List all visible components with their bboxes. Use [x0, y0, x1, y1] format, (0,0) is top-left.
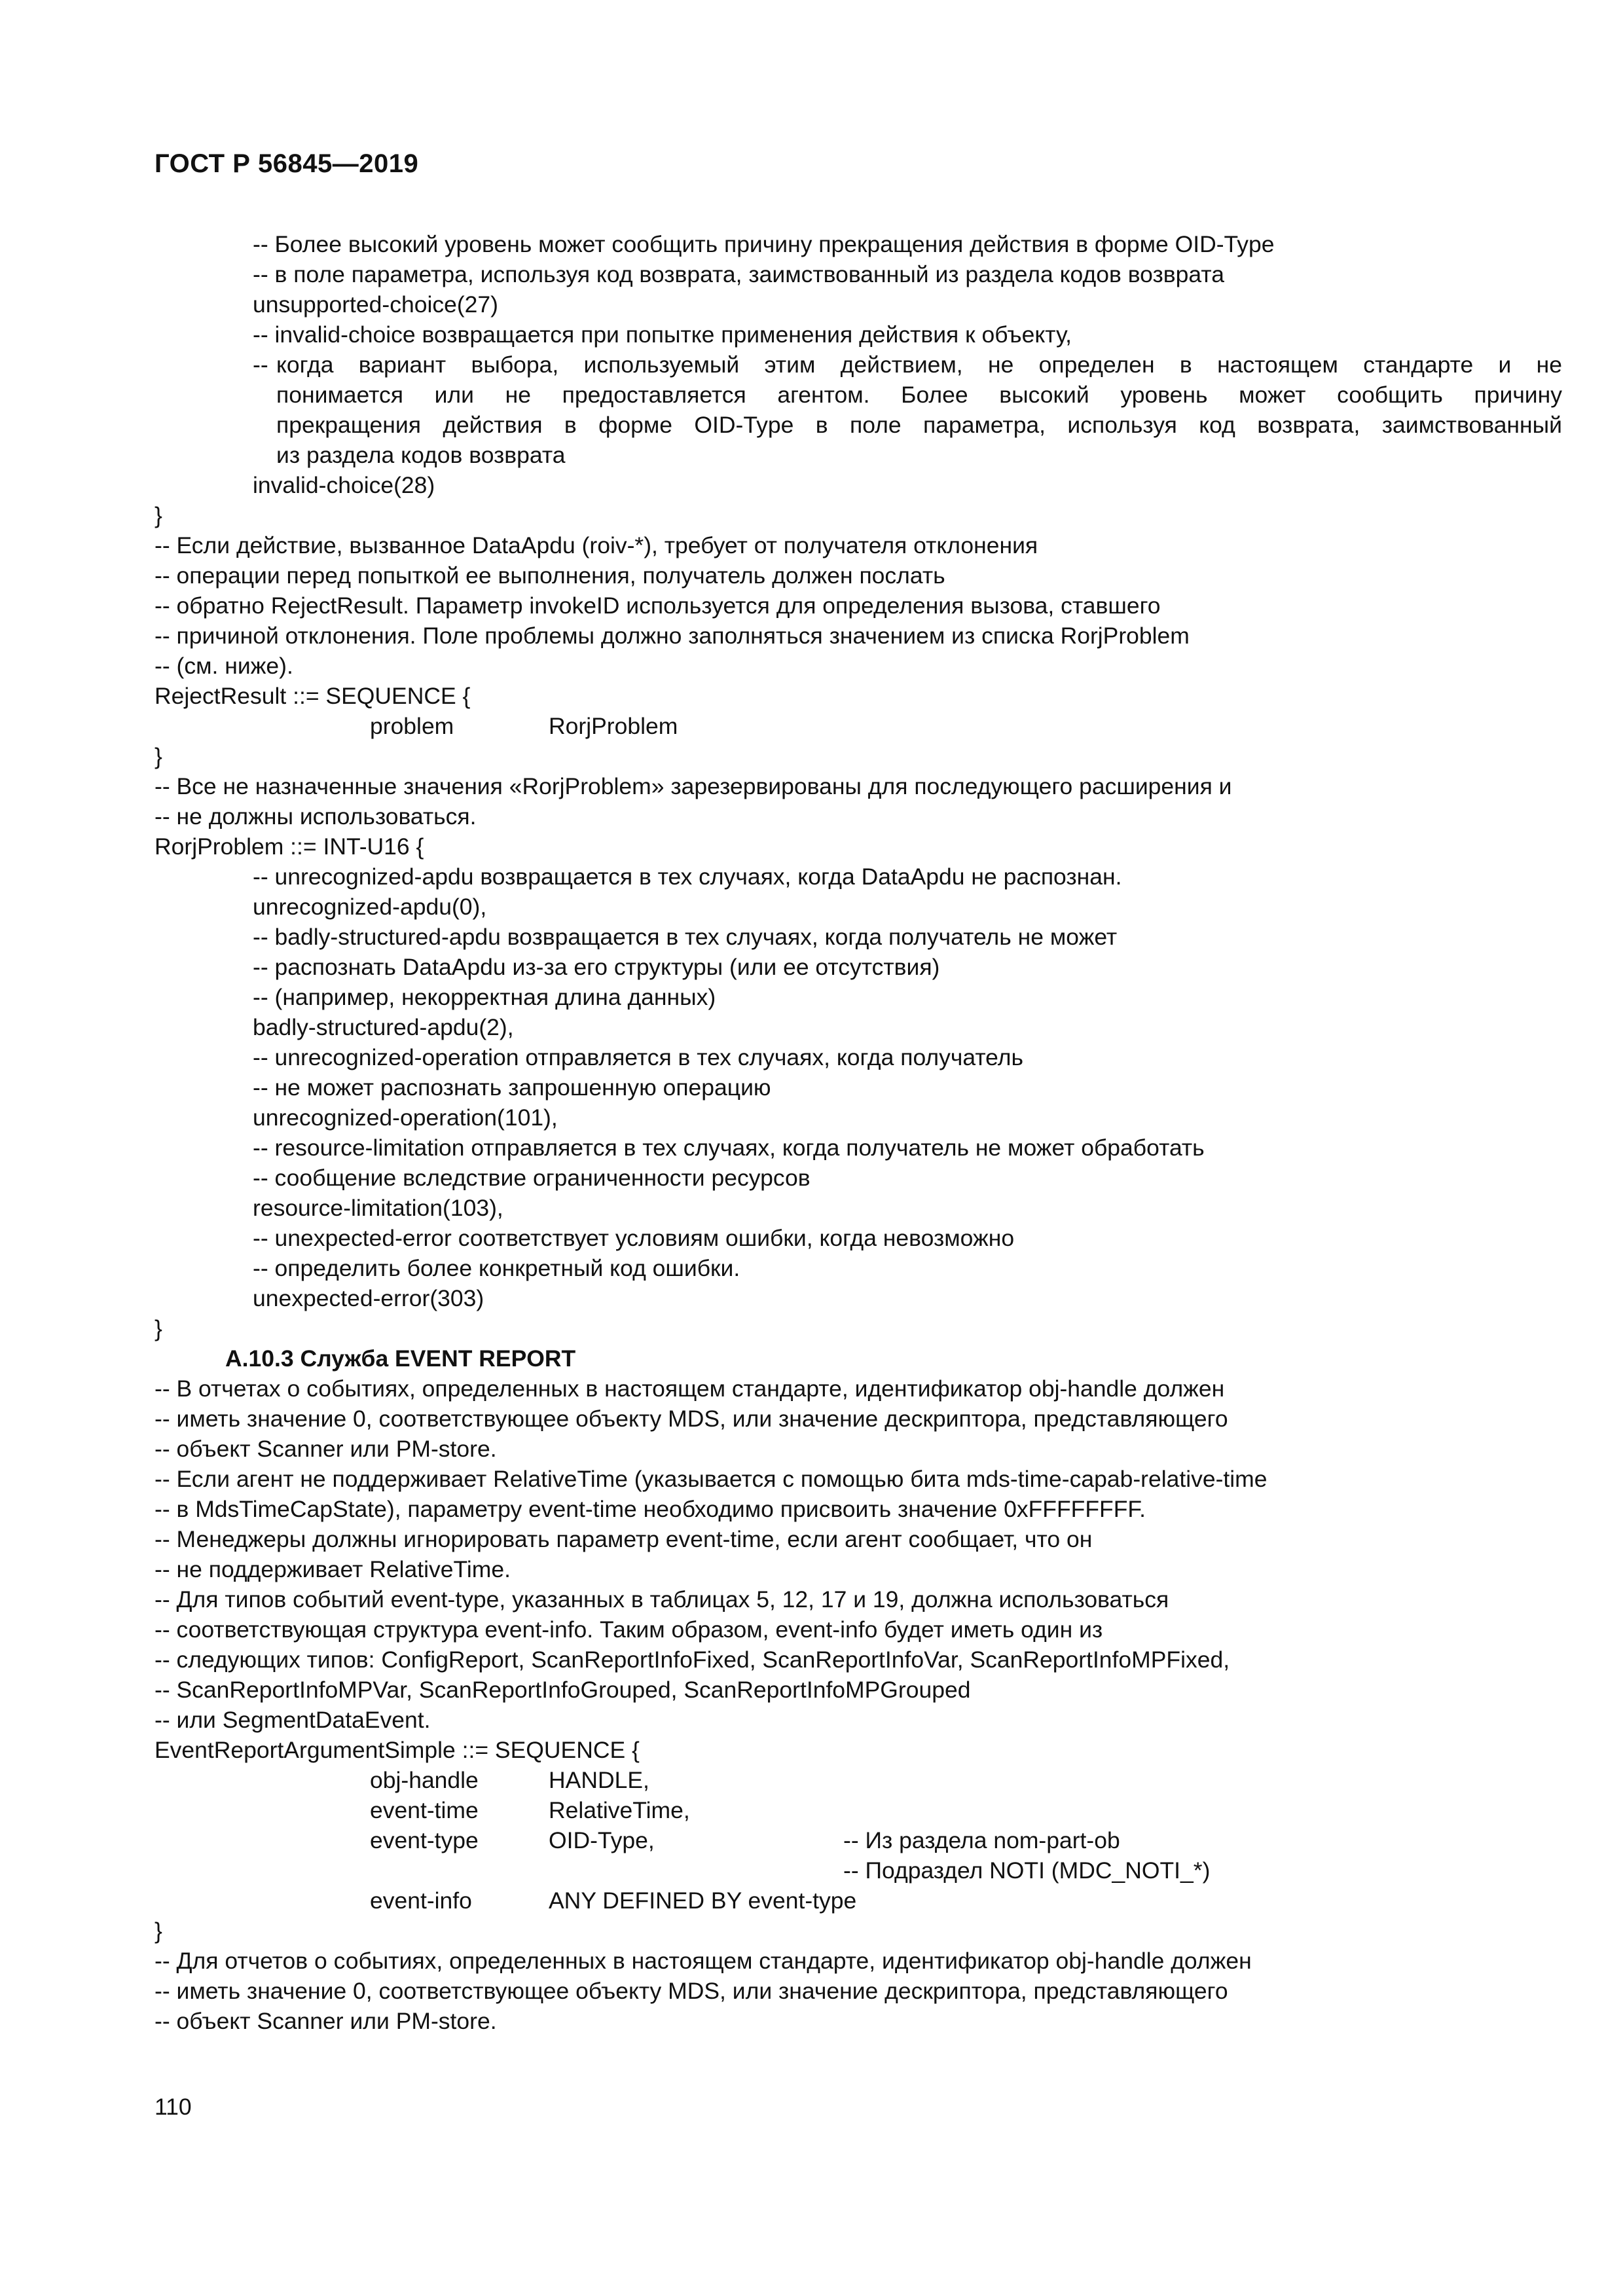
code-item-line: unrecognized-apdu(0),	[253, 894, 487, 920]
code-item-line: badly-structured-apdu(2),	[253, 1014, 514, 1040]
sequence-field-row	[155, 1825, 1484, 1855]
code-comment-line: -- в поле параметра, используя код возврата, заимствованный из раздела кодов возврата	[253, 261, 1224, 287]
field-name: problem	[370, 713, 454, 739]
code-comment-line: -- ScanReportInfoMPVar, ScanReportInfoGrouped, ScanReportInfoMPGrouped	[155, 1677, 971, 1703]
field-name: event-info	[370, 1887, 472, 1914]
code-item-line: -- (например, некорректная длина данных)	[253, 984, 716, 1010]
page-content	[155, 229, 1562, 2036]
code-comment-line: -- не поддерживает RelativeTime.	[155, 1556, 511, 1582]
type-definition-line: RejectResult ::= SEQUENCE {	[155, 683, 471, 709]
code-comment-line: -- Для типов событий event-type, указанных в таблицах 5, 12, 17 и 19, должна использоваться	[155, 1586, 1169, 1613]
code-comment-line: -- или SegmentDataEvent.	[155, 1707, 431, 1733]
code-item-line: -- unrecognized-apdu возвращается в тех случаях, когда DataApdu не распознан.	[253, 864, 1122, 890]
hanging-comment-paragraph	[253, 350, 1562, 470]
code-value-line: unsupported-choice(27)	[253, 291, 498, 318]
code-comment-line: -- в MdsTimeCapState), параметру event-time необходимо присвоить значение 0xFFFFFFFF.	[155, 1496, 1146, 1522]
closing-brace: }	[155, 1918, 162, 1944]
field-type: HANDLE,	[549, 1767, 649, 1793]
comment-dash: --	[253, 352, 268, 378]
code-item-line: -- unrecognized-operation отправляется в тех случаях, когда получатель	[253, 1044, 1023, 1070]
closing-brace: }	[155, 1315, 162, 1341]
type-definition-line: RorjProblem ::= INT-U16 {	[155, 833, 424, 860]
code-comment-line: -- Если действие, вызванное DataApdu (roiv-*), требует от получателя отклонения	[155, 532, 1038, 558]
page-number: 110	[155, 2094, 192, 2120]
type-definition-line: EventReportArgumentSimple ::= SEQUENCE {	[155, 1737, 640, 1763]
code-item-line: -- unexpected-error соответствует условиям ошибки, когда невозможно	[253, 1225, 1015, 1251]
sequence-field-row	[155, 1765, 1484, 1795]
code-comment-line: -- иметь значение 0, соответствующее объекту MDS, или значение дескриптора, представляющего	[155, 1406, 1228, 1432]
code-item-line: -- resource-limitation отправляется в тех случаях, когда получатель не может обработать	[253, 1135, 1205, 1161]
closing-brace: }	[155, 502, 162, 528]
sequence-field-row	[155, 1855, 1484, 1886]
field-comment: -- Подраздел NOTI (MDC_NOTI_*)	[843, 1857, 1211, 1884]
code-comment-line: -- операции перед попыткой ее выполнения, получатель должен послать	[155, 562, 945, 589]
code-item-line: -- распознать DataApdu из-за его структуры (или ее отсутствия)	[253, 954, 940, 980]
code-comment-line: -- invalid-choice возвращается при попытке применения действия к объекту,	[253, 321, 1072, 348]
paragraph-line: понимается или не предоставляется агентом. Более высокий уровень может сообщить причину	[276, 382, 1562, 408]
code-item-line: -- определить более конкретный код ошибки.	[253, 1255, 740, 1281]
sequence-field-row	[155, 1795, 1484, 1825]
code-value-line: invalid-choice(28)	[253, 472, 435, 498]
code-comment-line: -- Для отчетов о событиях, определенных в настоящем стандарте, идентификатор obj-handle должен	[155, 1948, 1252, 1974]
field-name: event-time	[370, 1797, 479, 1823]
code-comment-line: -- причиной отклонения. Поле проблемы должно заполняться значением из списка RorjProblem	[155, 623, 1190, 649]
field-type: OID-Type,	[549, 1827, 655, 1853]
sequence-field-row	[155, 711, 1484, 741]
code-item-line: -- badly-structured-apdu возвращается в тех случаях, когда получатель не может	[253, 924, 1118, 950]
code-comment-line: -- Если агент не поддерживает RelativeTime (указывается с помощью бита mds-time-capab-relative-time	[155, 1466, 1267, 1492]
closing-brace: }	[155, 743, 162, 769]
code-comment-line: -- объект Scanner или PM-store.	[155, 2008, 497, 2034]
section-heading: А.10.3 Служба EVENT REPORT	[225, 1345, 576, 1372]
code-item-line: unrecognized-operation(101),	[253, 1104, 558, 1131]
paragraph-line: прекращения действия в форме OID-Type в поле параметра, используя код возврата, заимствованный	[276, 412, 1562, 438]
code-item-line: unexpected-error(303)	[253, 1285, 484, 1311]
field-comment: -- Из раздела nom-part-ob	[843, 1827, 1120, 1853]
code-item-line: -- не может распознать запрошенную операцию	[253, 1074, 771, 1101]
code-comment-line: -- В отчетах о событиях, определенных в настоящем стандарте, идентификатор obj-handle должен	[155, 1376, 1225, 1402]
code-comment-line: -- объект Scanner или PM-store.	[155, 1436, 497, 1462]
sequence-field-row	[155, 1886, 1484, 1916]
code-comment-line: -- соответствующая структура event-info. Таким образом, event-info будет иметь один из	[155, 1616, 1103, 1643]
code-comment-line: -- иметь значение 0, соответствующее объекту MDS, или значение дескриптора, представляющего	[155, 1978, 1228, 2004]
code-comment-line: -- не должны использоваться.	[155, 803, 477, 829]
field-name: obj-handle	[370, 1767, 479, 1793]
code-item-line: -- сообщение вследствие ограниченности ресурсов	[253, 1165, 811, 1191]
field-type: RelativeTime,	[549, 1797, 690, 1823]
document-header: ГОСТ Р 56845—2019	[155, 149, 419, 178]
field-type: RorjProblem	[549, 713, 678, 739]
code-item-line: resource-limitation(103),	[253, 1195, 503, 1221]
field-type: ANY DEFINED BY event-type	[549, 1887, 857, 1914]
paragraph-line: когда вариант выбора, используемый этим действием, не определен в настоящем стандарте и не	[276, 352, 1562, 378]
code-comment-line: -- следующих типов: ConfigReport, ScanReportInfoFixed, ScanReportInfoVar, ScanReportInfoMPFixed,	[155, 1647, 1230, 1673]
code-comment-line: -- Все не назначенные значения «RorjProblem» зарезервированы для последующего расширения и	[155, 773, 1232, 799]
code-comment-line: -- обратно RejectResult. Параметр invokeID используется для определения вызова, ставшего	[155, 592, 1161, 619]
paragraph-line: из раздела кодов возврата	[276, 442, 566, 468]
code-comment-line: -- Менеджеры должны игнорировать параметр event-time, если агент сообщает, что он	[155, 1526, 1093, 1552]
field-name: event-type	[370, 1827, 479, 1853]
code-comment-line: -- (см. ниже).	[155, 653, 293, 679]
code-comment-line: -- Более высокий уровень может сообщить причину прекращения действия в форме OID-Type	[253, 231, 1275, 257]
